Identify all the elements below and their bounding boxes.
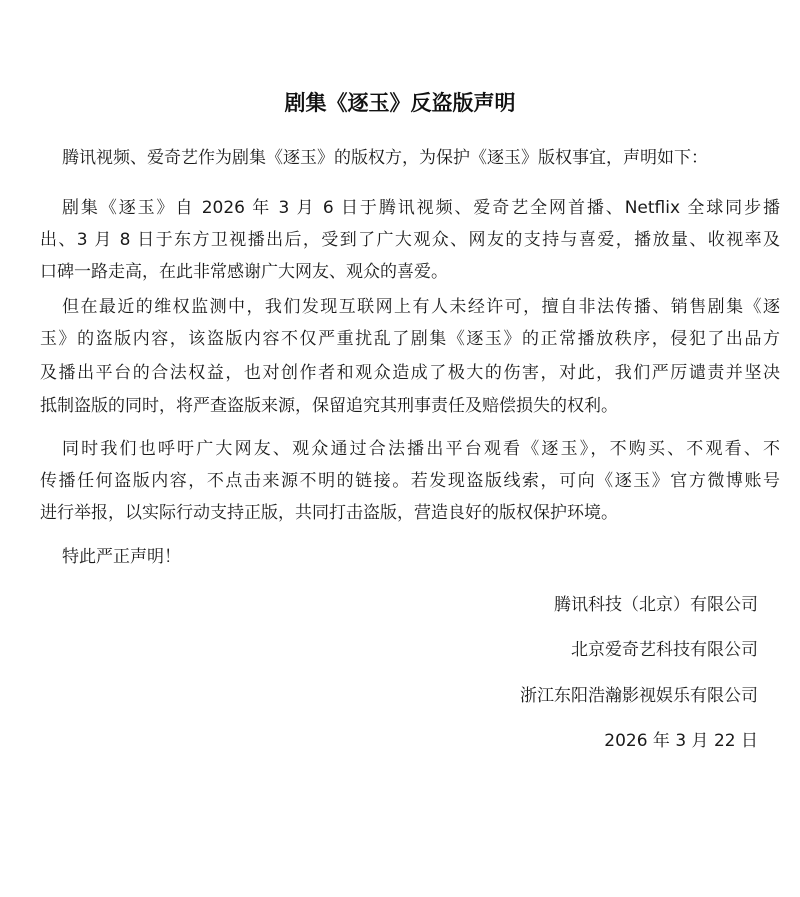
text-line: 口碑一路走高，在此非常感谢广大网友、观众的喜爱。 bbox=[40, 262, 448, 282]
document-title: 剧集《逐玉》反盗版声明 bbox=[284, 91, 516, 115]
statement-date: 2026 年 3 月 22 日 bbox=[604, 731, 758, 751]
text-line: 抵制盗版的同时，将严查盗版来源，保留追究其刑事责任及赔偿损失的权利。 bbox=[40, 396, 618, 416]
signatory-haohan: 浙江东阳浩瀚影视娱乐有限公司 bbox=[520, 686, 758, 706]
text-line: 腾讯视频、爱奇艺作为剧集《逐玉》的版权方，为保护《逐玉》版权事宜，声明如下： bbox=[62, 148, 708, 168]
signatory-tencent: 腾讯科技（北京）有限公司 bbox=[554, 595, 758, 615]
text-line: 进行举报，以实际行动支持正版，共同打击盗版，营造良好的版权保护环境。 bbox=[40, 503, 618, 523]
signatory-iqiyi: 北京爱奇艺科技有限公司 bbox=[571, 640, 758, 660]
text-line: 传播任何盗版内容，不点击来源不明的链接。若发现盗版线索，可向《逐玉》官方微博账号 bbox=[40, 471, 780, 491]
text-line: 玉》的盗版内容，该盗版内容不仅严重扰乱了剧集《逐玉》的正常播放秩序，侵犯了出品方 bbox=[40, 329, 780, 349]
text-line: 剧集《逐玉》自 2026 年 3 月 6 日于腾讯视频、爱奇艺全网首播、Netflix 全球同步播 bbox=[62, 198, 780, 218]
text-line: 及播出平台的合法权益，也对创作者和观众造成了极大的伤害，对此，我们严厉谴责并坚决 bbox=[40, 363, 780, 383]
text-line: 特此严正声明！ bbox=[62, 547, 181, 567]
text-line: 同时我们也呼吁广大网友、观众通过合法播出平台观看《逐玉》，不购买、不观看、不 bbox=[62, 439, 780, 459]
text-line: 出、3 月 8 日于东方卫视播出后，受到了广大观众、网友的支持与喜爱，播放量、收视率及 bbox=[40, 230, 780, 250]
text-line: 但在最近的维权监测中，我们发现互联网上有人未经许可，擅自非法传播、销售剧集《逐 bbox=[62, 297, 780, 317]
